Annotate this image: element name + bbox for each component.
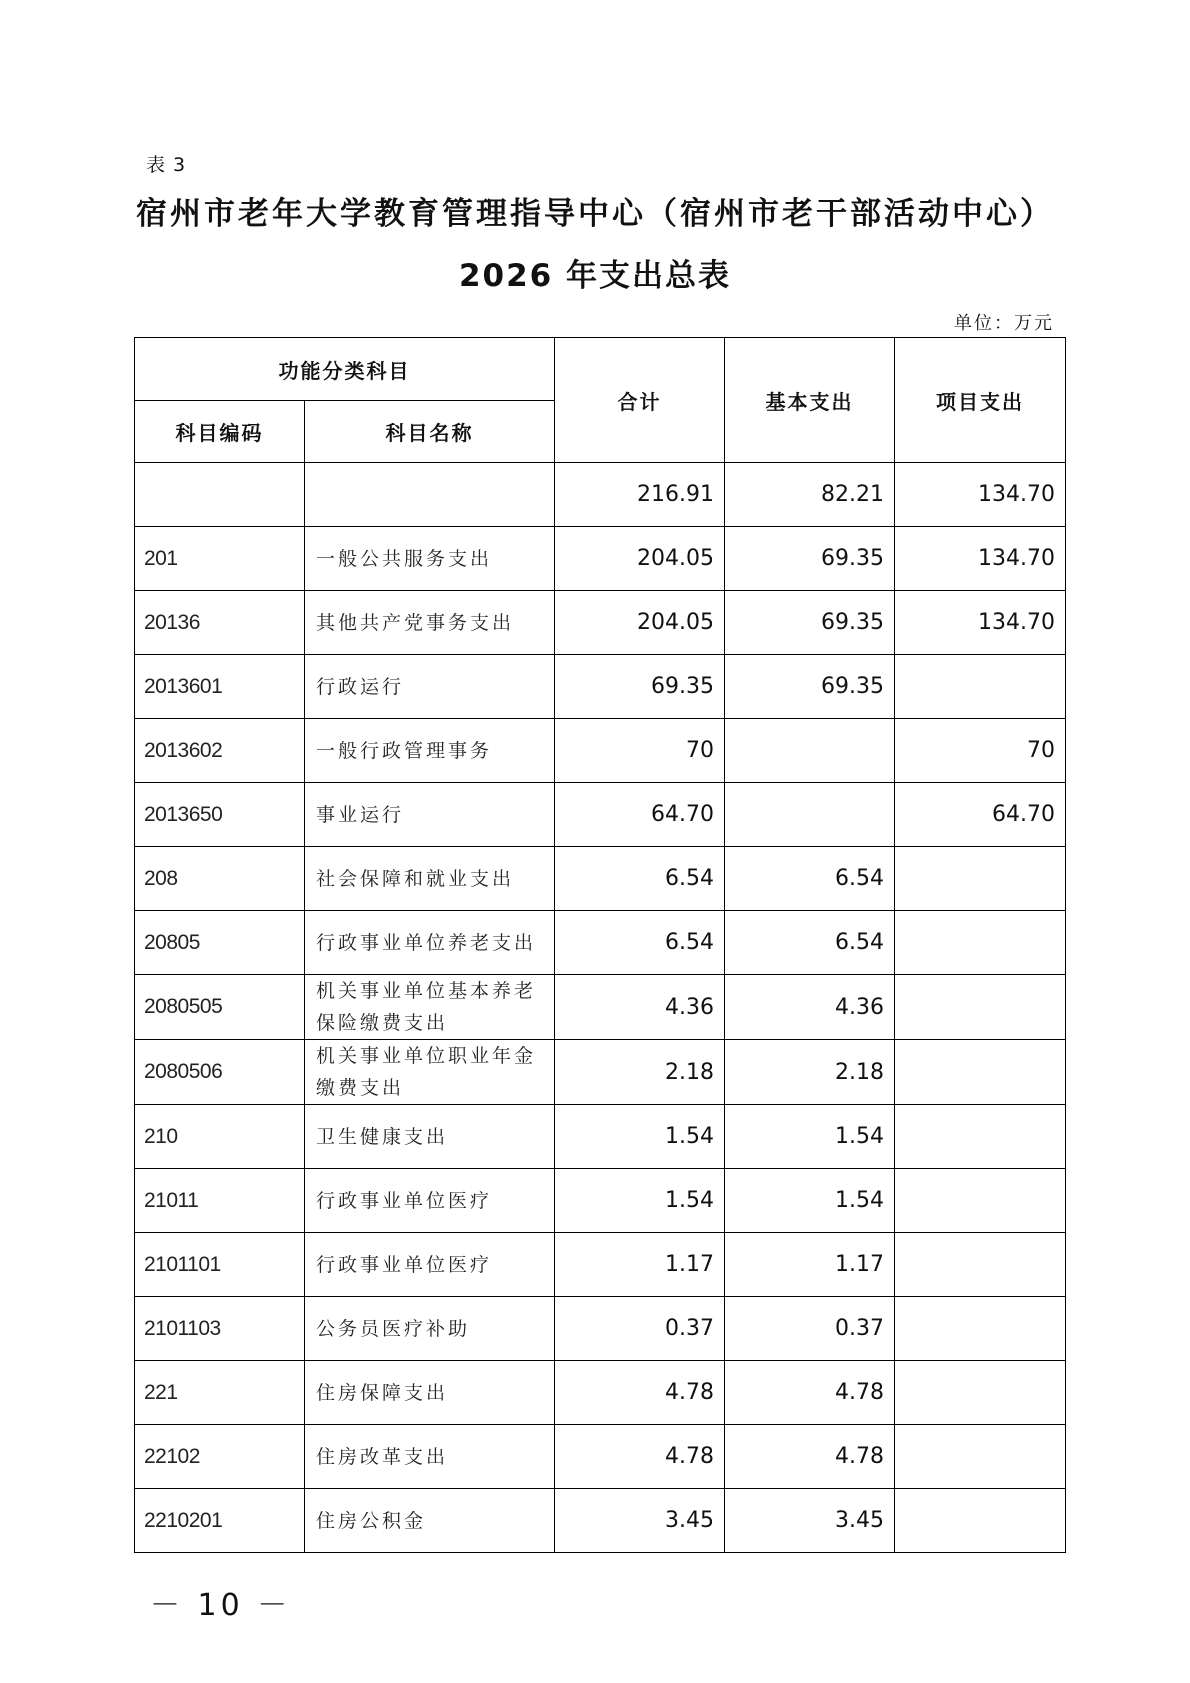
cell-project-expenditure: 70	[895, 719, 1066, 783]
table-row	[135, 463, 1066, 527]
cell-project-expenditure: 134.70	[895, 527, 1066, 591]
table-row	[135, 1169, 1066, 1233]
cell-subject-name: 住房改革支出	[305, 1425, 555, 1489]
table-label: 表 3	[146, 154, 187, 176]
cell-basic-expenditure: 6.54	[725, 911, 895, 975]
cell-subject-code: 2080506	[135, 1040, 305, 1105]
cell-project-expenditure	[895, 847, 1066, 911]
cell-subject-name: 一般公共服务支出	[305, 527, 555, 591]
cell-subject-name: 其他共产党事务支出	[305, 591, 555, 655]
document-subtitle: 2026 年支出总表	[458, 258, 732, 294]
cell-total: 3.45	[555, 1489, 725, 1553]
table-row	[135, 1233, 1066, 1297]
cell-basic-expenditure: 69.35	[725, 527, 895, 591]
table-row	[135, 1361, 1066, 1425]
table-row	[135, 1489, 1066, 1553]
cell-subject-code: 208	[135, 847, 305, 911]
cell-subject-name: 行政运行	[305, 655, 555, 719]
cell-subject-name: 住房保障支出	[305, 1361, 555, 1425]
cell-basic-expenditure: 4.78	[725, 1425, 895, 1489]
cell-subject-code: 22102	[135, 1425, 305, 1489]
unit-label: 单位：万元	[954, 313, 1054, 334]
cell-basic-expenditure: 4.36	[725, 975, 895, 1040]
cell-project-expenditure	[895, 1105, 1066, 1169]
cell-subject-name: 社会保障和就业支出	[305, 847, 555, 911]
cell-total: 0.37	[555, 1297, 725, 1361]
cell-total: 70	[555, 719, 725, 783]
cell-total: 6.54	[555, 847, 725, 911]
cell-total: 4.78	[555, 1425, 725, 1489]
cell-subject-code: 2013601	[135, 655, 305, 719]
cell-project-expenditure	[895, 1361, 1066, 1425]
cell-project-expenditure: 134.70	[895, 591, 1066, 655]
cell-basic-expenditure: 2.18	[725, 1040, 895, 1105]
table-row	[135, 1040, 1066, 1105]
cell-total: 2.18	[555, 1040, 725, 1105]
header-subject-name: 科目名称	[305, 401, 555, 463]
cell-total: 1.54	[555, 1169, 725, 1233]
cell-basic-expenditure: 1.17	[725, 1233, 895, 1297]
table-row	[135, 655, 1066, 719]
cell-basic-expenditure: 1.54	[725, 1169, 895, 1233]
cell-project-expenditure	[895, 1489, 1066, 1553]
table-body	[135, 463, 1066, 1553]
cell-subject-code: 2101103	[135, 1297, 305, 1361]
cell-subject-name: 行政事业单位医疗	[305, 1233, 555, 1297]
cell-project-expenditure	[895, 1425, 1066, 1489]
cell-subject-name: 行政事业单位养老支出	[305, 911, 555, 975]
document-title: 宿州市老年大学教育管理指导中心（宿州市老干部活动中心）	[136, 196, 1054, 232]
cell-subject-name: 住房公积金	[305, 1489, 555, 1553]
cell-subject-name: 行政事业单位医疗	[305, 1169, 555, 1233]
cell-subject-code: 210	[135, 1105, 305, 1169]
cell-subject-code: 21011	[135, 1169, 305, 1233]
table-row	[135, 847, 1066, 911]
cell-total: 204.05	[555, 527, 725, 591]
cell-subject-code: 20136	[135, 591, 305, 655]
cell-subject-name: 一般行政管理事务	[305, 719, 555, 783]
cell-total: 64.70	[555, 783, 725, 847]
cell-total: 1.17	[555, 1233, 725, 1297]
cell-basic-expenditure: 3.45	[725, 1489, 895, 1553]
cell-subject-code: 221	[135, 1361, 305, 1425]
cell-subject-name	[305, 463, 555, 527]
expenditure-table	[134, 337, 1066, 1553]
cell-project-expenditure	[895, 1297, 1066, 1361]
cell-subject-code: 2013602	[135, 719, 305, 783]
cell-subject-name: 事业运行	[305, 783, 555, 847]
cell-total: 69.35	[555, 655, 725, 719]
cell-basic-expenditure: 0.37	[725, 1297, 895, 1361]
cell-subject-name: 公务员医疗补助	[305, 1297, 555, 1361]
cell-project-expenditure: 134.70	[895, 463, 1066, 527]
cell-basic-expenditure: 4.78	[725, 1361, 895, 1425]
table-row	[135, 1425, 1066, 1489]
cell-basic-expenditure: 69.35	[725, 591, 895, 655]
cell-total: 4.78	[555, 1361, 725, 1425]
cell-subject-code	[135, 463, 305, 527]
cell-project-expenditure	[895, 1040, 1066, 1105]
cell-subject-name: 机关事业单位职业年金缴费支出	[305, 1040, 555, 1105]
cell-project-expenditure: 64.70	[895, 783, 1066, 847]
cell-project-expenditure	[895, 655, 1066, 719]
cell-total: 216.91	[555, 463, 725, 527]
header-total: 合计	[555, 338, 725, 463]
table-row	[135, 591, 1066, 655]
cell-subject-code: 2080505	[135, 975, 305, 1040]
cell-subject-name: 机关事业单位基本养老保险缴费支出	[305, 975, 555, 1040]
cell-subject-code: 2013650	[135, 783, 305, 847]
cell-project-expenditure	[895, 975, 1066, 1040]
table-row	[135, 1105, 1066, 1169]
cell-basic-expenditure: 6.54	[725, 847, 895, 911]
cell-total: 1.54	[555, 1105, 725, 1169]
table-row	[135, 719, 1066, 783]
header-subject-code: 科目编码	[135, 401, 305, 463]
cell-basic-expenditure	[725, 719, 895, 783]
cell-project-expenditure	[895, 1233, 1066, 1297]
cell-total: 4.36	[555, 975, 725, 1040]
cell-basic-expenditure	[725, 783, 895, 847]
table-row	[135, 975, 1066, 1040]
header-functional-category: 功能分类科目	[135, 338, 555, 401]
cell-subject-code: 2210201	[135, 1489, 305, 1553]
cell-subject-code: 2101101	[135, 1233, 305, 1297]
cell-basic-expenditure: 1.54	[725, 1105, 895, 1169]
cell-project-expenditure	[895, 911, 1066, 975]
cell-basic-expenditure: 69.35	[725, 655, 895, 719]
cell-subject-name: 卫生健康支出	[305, 1105, 555, 1169]
cell-subject-code: 201	[135, 527, 305, 591]
table-row	[135, 911, 1066, 975]
header-basic-expenditure: 基本支出	[725, 338, 895, 463]
table-row	[135, 783, 1066, 847]
table-row	[135, 527, 1066, 591]
table-row	[135, 1297, 1066, 1361]
cell-subject-code: 20805	[135, 911, 305, 975]
cell-project-expenditure	[895, 1169, 1066, 1233]
cell-basic-expenditure: 82.21	[725, 463, 895, 527]
header-project-expenditure: 项目支出	[895, 338, 1066, 463]
page-number: － 10 －	[150, 1588, 292, 1623]
cell-total: 6.54	[555, 911, 725, 975]
cell-total: 204.05	[555, 591, 725, 655]
